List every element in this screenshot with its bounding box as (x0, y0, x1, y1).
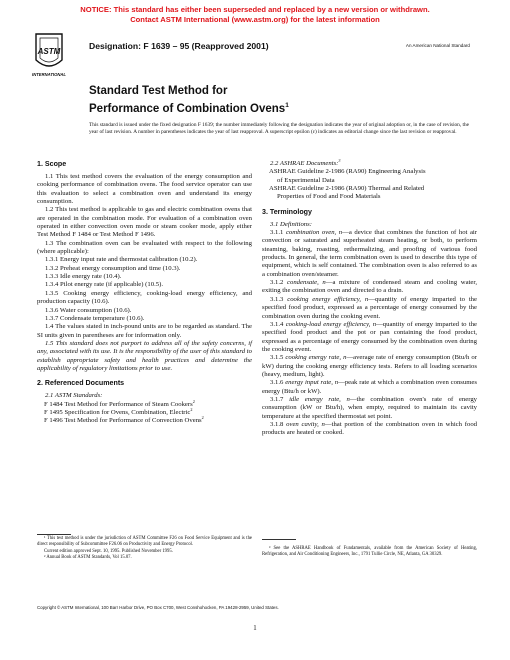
definition (262, 379, 477, 396)
definition-number: 3.1.6 (270, 379, 284, 387)
para-1-3: 1.3 The combination oven can be evaluated with respect to the following (where applicable): (37, 239, 252, 256)
definition (262, 321, 477, 354)
reference-item (37, 398, 252, 409)
footnote-divider (37, 534, 71, 535)
title-line-2-text: Performance of Combination Ovens (89, 102, 286, 115)
title-line-2 (89, 99, 289, 116)
ashrae-first: ASHRAE Guideline 2-1986 (RA90) Thermal and Related (269, 185, 425, 193)
title-footnote-mark: 1 (285, 101, 289, 109)
list-item: 1.3.7 Condensate temperature (10.6). (45, 314, 145, 322)
definition (262, 396, 477, 421)
list-item: 1.3.2 Preheat energy consumption and time (10.3). (45, 264, 181, 272)
footnote-divider (262, 539, 296, 540)
para-2-2 (262, 157, 477, 168)
left-column (37, 160, 252, 426)
ashrae-cont: Properties of Food and Food Materials (277, 193, 381, 201)
logo-subtext: INTERNATIONAL (32, 72, 66, 77)
definition-term: cooking energy rate, n (285, 354, 347, 362)
list-item: 1.3.5 Cooking energy efficiency, cooking-load energy efficiency, and production capacity (10.6). (37, 289, 252, 306)
definition-term: idle energy rate, n (289, 395, 350, 403)
definition-number: 3.1.3 (270, 295, 284, 303)
section-heading-terminology: 3. Terminology (262, 207, 312, 216)
definition (262, 229, 477, 279)
definition-number: 3.1.1 (270, 229, 284, 237)
ashrae-item (262, 185, 477, 202)
footnotes-right (262, 546, 477, 559)
definition-number: 3.1.5 (270, 354, 284, 362)
reference-footnote-mark: 2 (190, 406, 193, 412)
notice-line-1: NOTICE: This standard has either been superseded and replaced by a new version or withdrawn. (80, 5, 430, 14)
definition-text: —peak rate at which a combination oven consumes energy (Btu/h or kW). (262, 379, 478, 395)
definition-term: combination oven, n (285, 229, 343, 237)
page-number: 1 (253, 625, 257, 632)
supersede-notice (0, 5, 510, 24)
reference-text: F 1495 Specification for Ovens, Combination, Electric (44, 408, 191, 416)
title-line-1: Standard Test Method for (89, 85, 228, 97)
definition-number: 3.1.8 (270, 420, 284, 428)
definition-number: 3.1.4 (270, 320, 284, 328)
footnote-1: ¹ This test method is under the jurisdiction of ASTM Committee F26 on Food Service Equipment and is the direct responsibility of Subcommittee F26.06 on Productivity and Energy Protocol. (37, 536, 252, 548)
para-1-4: 1.4 The values stated in inch-pound units are to be regarded as standard. The SI units given in parentheses are for information only. (37, 323, 252, 339)
ansi-label: An American National Standard (405, 43, 470, 48)
definition-term: cooking-load energy efficiency, n (285, 320, 377, 328)
ashrae-item (262, 168, 477, 185)
definition-term: energy input rate, n (285, 379, 339, 387)
section-heading-referenced-documents: 2. Referenced Documents (37, 379, 125, 388)
definition (262, 279, 477, 296)
para-1-5: 1.5 This standard does not purport to address all of the safety concerns, if any, associated with its use. It is the responsibility of the user of this standard to establish appropriate safety and health practices and determine the applicability of regulatory limitations prior to use. (37, 339, 252, 372)
ashrae-cont: of Experimental Data (277, 176, 335, 184)
issuance-note: This standard is issued under the fixed designation F 1639; the number immediately following the designation indicates the year of original adoption or, in the case of revision, the year of last revision. A number in parentheses indicates the year of last reapproval. A superscript epsilon (ε) indicates an editorial change since the last revision or reapproval. (89, 122, 469, 135)
definition-text: —the combination oven's rate of energy consumption (kW or Btu/h), when empty, required to maintain its cavity temperature at the specified thermostat set point. (262, 395, 478, 420)
list-item: 1.3.6 Water consumption (10.6). (45, 306, 132, 314)
section-heading-scope: 1. Scope (37, 160, 67, 168)
para-3-1: 3.1 Definitions: (270, 220, 312, 228)
footnote-3: ³ See the ASHRAE Handbook of Fundamentals, available from the American Society of Heating, Refrigeration, and Air Conditioning Engineers, Inc., 1791 Tullie Circle, NE, Atlanta, GA 30329. (262, 546, 477, 558)
footnotes-left (37, 536, 252, 561)
definition-text: —a device that combines the function of hot air convection or saturated and superheated steam heating, or both, to perform steaming, baking, roasting, rethermalizing, and proofing of various food products. In general, the term combination oven is used to describe this type of equipment, which is self contained. The combination oven is also referred to as a combination oven/steamer. (262, 229, 478, 278)
page-title (89, 85, 289, 116)
definition-term: cooking energy efficiency, n (287, 295, 369, 303)
ashrae-first: ASHRAE Guideline 2-1986 (RA90) Engineering Analysis (269, 168, 426, 176)
list-item: 1.3.1 Energy input rate and thermostat calibration (10.2). (45, 256, 198, 264)
reference-text: F 1484 Test Method for Performance of Steam Cookers (44, 400, 193, 408)
designation: Designation: F 1639 – 95 (Reapproved 2001) (89, 41, 269, 51)
footnote-2: ² Annual Book of ASTM Standards, Vol 15.07. (44, 554, 132, 560)
definition-number: 3.1.2 (270, 279, 284, 287)
reference-footnote-mark: 2 (201, 415, 204, 421)
para-1-1: 1.1 This test method covers the evaluation of the energy consumption and cooking performance of combination ovens. The food service operator can use this evaluation to select a combination oven and understand its energy consumption. (37, 173, 252, 206)
definition-text: —quantity of energy imparted to the specified food product, expressed as a percentage of energy consumed by the combination oven during the cooking event. (262, 295, 477, 320)
logo-text: ASTM (37, 47, 61, 56)
definition-text: —that portion of the combination oven in which food products are heated or cooked. (262, 420, 478, 437)
definition-term: oven cavity, n (286, 420, 325, 428)
reference-text: F 1496 Test Method for Performance of Convection Ovens (44, 417, 202, 425)
reference-footnote-mark: 2 (192, 398, 195, 404)
copyright-line: Copyright © ASTM International, 100 Barr Harbor Drive, PO Box C700, West Conshohocken, PA 19428-2959, United States. (37, 605, 279, 610)
astm-logo-icon (30, 32, 68, 78)
definition-number: 3.1.7 (270, 395, 284, 403)
reference-item (37, 417, 252, 425)
para-2-1: 2.1 ASTM Standards: (45, 392, 103, 400)
list-item: 1.3.4 Pilot energy rate (if applicable) (10.5). (45, 281, 163, 289)
notice-line-2: Contact ASTM International (www.astm.org) for the latest information (130, 14, 380, 24)
definition-text: —a mixture of condensed steam and cooling water, exiting the combination oven and directed to a drain. (262, 279, 477, 295)
definition-term: condensate, n (287, 279, 326, 287)
definition-text: —quantity of energy imparted to the specified food product and the pot or pan containing the food product, expressed as a percentage of energy consumed by the combination oven during the cooking event. (262, 320, 478, 353)
para-2-2-footnote-mark: 3 (338, 157, 341, 163)
right-column (262, 157, 478, 438)
definition (262, 354, 477, 379)
footnote-1-edition: Current edition approved Sept. 10, 1995. Published November 1995. (44, 548, 173, 554)
definition-text: —average rate of energy consumption (Btu/h or kW) during the cooking energy efficiency tests. Refers to all loading scenarios (heavy, medium, light). (262, 354, 478, 378)
list-item: 1.3.3 Idle energy rate (10.4). (45, 273, 122, 281)
definition (262, 421, 477, 438)
para-1-2: 1.2 This test method is applicable to gas and electric combination ovens that are operated in the combination mode. For evaluation of a combination oven operated in either convection oven mode or steam cooker mode, apply either Test Method F 1484 or Test Method F 1496. (37, 206, 252, 239)
para-2-2-text: 2.2 ASHRAE Documents: (270, 160, 339, 167)
definition (262, 296, 477, 321)
